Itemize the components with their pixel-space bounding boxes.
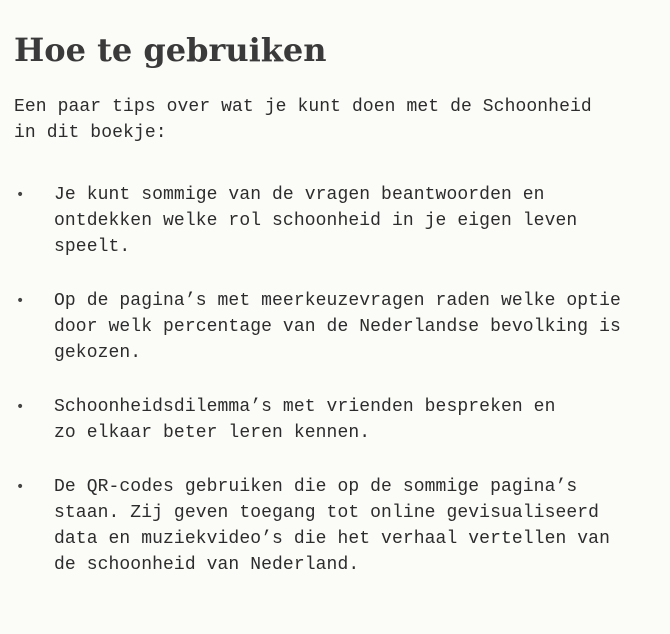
intro-paragraph: Een paar tips over wat je kunt doen met de Schoonheid in dit boekje:: [14, 97, 592, 143]
list-item: [14, 182, 658, 260]
bullet-icon: •: [16, 479, 25, 495]
tip-text: Schoonheidsdilemma’s met vrienden bespreken en zo elkaar beter leren kennen.: [54, 397, 556, 443]
tips-list: [14, 182, 658, 578]
tip-text: Op de pagina’s met meerkeuzevragen raden welke optie door welk percentage van de Nederlandse bevolking is gekozen.: [54, 291, 621, 363]
bullet-icon: •: [16, 187, 25, 203]
list-item: [14, 474, 658, 578]
page-title: Hoe te gebruiken: [14, 31, 327, 69]
tip-text: De QR-codes gebruiken die op de sommige pagina’s staan. Zij geven toegang tot online gevisualiseerd data en muziekvideo’s die het verhaal vertellen van de schoonheid van Nederland.: [54, 477, 610, 575]
bullet-icon: •: [16, 399, 25, 415]
list-item: [14, 288, 658, 366]
tip-text: Je kunt sommige van de vragen beantwoorden en ontdekken welke rol schoonheid in je eigen leven speelt.: [54, 185, 578, 257]
list-item: [14, 394, 658, 446]
bullet-icon: •: [16, 293, 25, 309]
